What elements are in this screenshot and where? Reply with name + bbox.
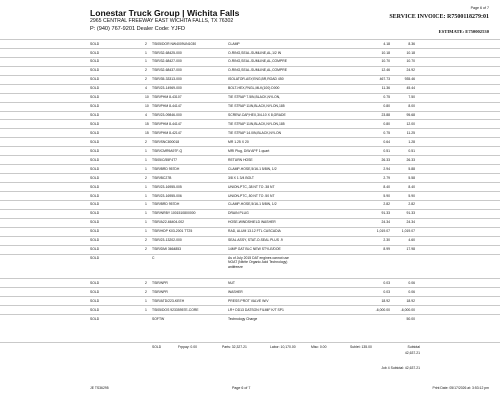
row-type: SOLD — [90, 157, 100, 162]
table-row — [0, 200, 500, 209]
row-extended-price: 50.00 — [406, 316, 415, 321]
row-type: SOLD — [90, 86, 100, 91]
row-extended-price: 12.00 — [406, 122, 415, 127]
row-part-number: TSIR/PHM 8-44147 — [152, 104, 182, 109]
company-address: 2965 CENTRAL FREEWAY EAST WICHITA FALLS, TX 76302 — [90, 18, 234, 24]
row-qty: 2 — [145, 139, 147, 144]
row-description-line: TIE STRAP 11IN,BLACK,NYLON,185 — [228, 122, 285, 127]
row-qty: 1 — [145, 202, 147, 207]
table-row — [0, 93, 500, 102]
row-description-line: Technology Charge — [228, 316, 258, 321]
row-type: SOLD — [90, 50, 100, 55]
row-description-line: NOAT (Nitrite Organic Acid Technology) — [228, 260, 288, 265]
row-unit-price: 24.34 — [381, 220, 390, 225]
row-extended-price: 91.33 — [406, 211, 415, 216]
table-row — [0, 236, 500, 245]
row-extended-price: 11.25 — [406, 130, 415, 135]
row-type: SOLD — [90, 77, 100, 82]
row-unit-price: 26.33 — [381, 157, 390, 162]
row-part-number: TSIR/23-16955-005 — [152, 184, 182, 189]
row-description-line: CLAMP-HOSE,5/16-1 5/8IN, 1/2 — [228, 166, 277, 171]
row-type: SOLD — [90, 59, 100, 64]
row-extended-price: 1,019.07 — [401, 229, 415, 234]
table-row — [0, 209, 500, 218]
row-description — [228, 247, 281, 251]
row-description-line: HOSE-WINDSHIELD WASHER — [228, 220, 276, 225]
row-description-line: LR+ DD13 DATSON FILMIF K/T SP1 — [228, 307, 284, 312]
row-qty: 1 — [145, 211, 147, 216]
row-extended-price: 8.36 — [408, 41, 415, 46]
table-row — [0, 155, 500, 164]
row-description — [228, 68, 287, 72]
row-description — [228, 185, 275, 189]
table-row — [0, 48, 500, 57]
row-part-number: SOFTW — [152, 316, 165, 321]
table-row — [0, 84, 500, 93]
row-extended-price: 5.90 — [408, 193, 415, 198]
row-qty: 2 — [145, 175, 147, 180]
row-description-line: UNION-PTC,.38 NT TO .38 NT — [228, 184, 275, 189]
row-part-number: TSIR/CMR9A97F-Q — [152, 148, 183, 153]
row-type: SOLD — [90, 184, 100, 189]
row-description — [228, 238, 283, 242]
row-type: SOLD — [90, 289, 100, 294]
row-description — [228, 140, 249, 144]
row-description — [228, 158, 253, 162]
row-description — [228, 59, 287, 63]
row-qty: 10 — [145, 95, 149, 100]
subtotal-value: 42,637.21 — [404, 351, 420, 355]
row-description — [228, 176, 254, 180]
row-qty: 2 — [145, 280, 147, 285]
row-description — [228, 229, 281, 233]
row-part-number: TSIR/PHM 8-43107 — [152, 95, 182, 100]
row-unit-price: 0.03 — [383, 289, 390, 294]
row-qty: 1 — [145, 166, 147, 171]
totals-labor: Labor: 10,170.00 — [270, 345, 296, 349]
row-unit-price: 8.99 — [383, 247, 390, 252]
row-type: SOLD — [90, 220, 100, 225]
row-part-number: TSIR/BC27B — [152, 175, 172, 180]
row-part-number: TSIR/PHM 8-44147 — [152, 122, 182, 127]
row-part-number: TSIR/SNC800018 — [152, 139, 180, 144]
row-qty: 1 — [145, 220, 147, 225]
row-unit-price: -6,000.00 — [375, 307, 390, 312]
subtotal-label: Subtotal — [407, 345, 420, 349]
row-qty: 1 — [145, 193, 147, 198]
table-row — [0, 287, 500, 296]
row-extended-price: 5.58 — [408, 175, 415, 180]
row-part-number: TSIR/35-33313-000 — [152, 77, 182, 82]
row-qty: 2 — [145, 289, 147, 294]
row-description — [228, 131, 281, 135]
row-unit-price: 0.03 — [383, 280, 390, 285]
row-description — [228, 202, 277, 206]
row-unit-price: 0.80 — [383, 104, 390, 109]
row-description — [228, 211, 249, 215]
row-qty: 1 — [145, 148, 147, 153]
row-description-line: WASHER — [228, 289, 243, 294]
row-qty: 15 — [145, 122, 149, 127]
row-description-line: As of July 2015 DAT engines cannot use — [228, 256, 289, 261]
row-unit-price: 8.40 — [383, 184, 390, 189]
row-type: SOLD — [90, 247, 100, 252]
row-qty: 2 — [145, 41, 147, 46]
row-description-line: NUT — [228, 280, 235, 285]
row-type: SOLD — [90, 298, 100, 303]
row-description — [228, 167, 277, 171]
row-description — [228, 86, 279, 90]
row-extended-price: 24.34 — [406, 220, 415, 225]
row-extended-price: 7.50 — [408, 95, 415, 100]
row-qty: 2 — [145, 247, 147, 252]
row-unit-price: 0.64 — [383, 139, 390, 144]
row-qty: 4 — [145, 113, 147, 118]
row-type: SOLD — [90, 95, 100, 100]
row-description-line: 14MP GAT BLC NEW STYLE/DOE — [228, 247, 281, 252]
row-extended-price: 10.18 — [406, 50, 415, 55]
row-description — [228, 281, 235, 285]
table-row — [0, 39, 500, 48]
row-type: SOLD — [90, 316, 100, 321]
table-row — [0, 314, 500, 323]
row-extended-price: 18.92 — [406, 298, 415, 303]
phone-dealer-code: P: (940) 767-9201 Dealer Code: YJFD — [90, 26, 186, 32]
row-qty: 1 — [145, 298, 147, 303]
row-unit-price: 4.18 — [383, 41, 390, 46]
row-type: SOLD — [90, 202, 100, 207]
row-unit-price: 0.80 — [383, 122, 390, 127]
row-type: SOLD — [90, 122, 100, 127]
row-extended-price: 45.44 — [406, 86, 415, 91]
row-qty: 1 — [145, 59, 147, 64]
row-description-line: UNION-PTC,.50 NT TO .50 NT — [228, 193, 275, 198]
table-row — [0, 227, 500, 236]
row-unit-price: 2.30 — [383, 238, 390, 243]
row-type: SOLD — [90, 256, 100, 261]
row-description-line: CLAMP — [228, 41, 240, 46]
row-description-line: O-RING,SEAL-SUMLINE,AL,1/2 IN — [228, 50, 282, 55]
row-description-line: RETURN HOSE — [228, 157, 253, 162]
row-part-number: TSI05/C/55F4T7 — [152, 157, 178, 162]
row-extended-price: 5.88 — [408, 166, 415, 171]
row-unit-price: 11.36 — [381, 86, 390, 91]
job-subtotal: Job 4 Subtotal: 42,637.21 — [381, 366, 420, 370]
table-row — [0, 191, 500, 200]
row-description — [228, 149, 269, 153]
footer-reference: JE TS36295 — [90, 386, 109, 390]
row-qty: 10 — [145, 104, 149, 109]
row-part-number: TSIR/32-68425-000 — [152, 50, 182, 55]
row-description — [228, 299, 269, 303]
row-type: SOLD — [90, 211, 100, 216]
row-extended-price: 8.40 — [408, 184, 415, 189]
row-description-line: CLAMP-HOSE,5/16-1 5/8IN, 1/2 — [228, 202, 277, 207]
row-unit-price: 23.88 — [381, 113, 390, 118]
row-extended-price: 26.33 — [406, 157, 415, 162]
row-unit-price: 0.75 — [383, 130, 390, 135]
row-description-line: SCREW-CAP,HEX,3/4-10 X 8,GRADE — [228, 113, 286, 118]
row-description — [228, 122, 285, 126]
row-unit-price: 18.92 — [381, 298, 390, 303]
row-extended-price: 0.51 — [408, 148, 415, 153]
row-description-line: O-RING,SEAL-SUMLINE,AL,COMPRE — [228, 68, 287, 73]
row-description — [228, 51, 281, 55]
row-description-line: MRI Plug, D/W APF 1 quart — [228, 148, 270, 153]
row-part-number: TSIR/23-09846-000 — [152, 113, 182, 118]
row-part-number: TSI05/DOS 92335957E-CORE — [152, 307, 199, 312]
row-part-number: TSI05/DOR NW4009UN1030 — [152, 41, 197, 46]
table-row — [0, 75, 500, 84]
row-qty: 2 — [145, 77, 147, 82]
row-qty: 1 — [145, 157, 147, 162]
row-unit-price: 2.94 — [383, 166, 390, 171]
row-extended-price: 2.82 — [408, 202, 415, 207]
row-qty: 1 — [145, 184, 147, 189]
row-qty: 2 — [145, 68, 147, 73]
table-row — [0, 305, 500, 314]
row-unit-price: 5.90 — [383, 193, 390, 198]
row-qty: 1 — [145, 307, 147, 312]
table-row — [0, 218, 500, 227]
row-description-line: PRESS PROT VALVE W/V — [228, 298, 269, 303]
row-description — [228, 317, 257, 321]
row-description-line: ISOLATOR-ASY,ENG,BR,ROAD 450 — [228, 77, 284, 82]
row-qty: 2 — [145, 238, 147, 243]
totals-misc: Misc: 0.00 — [311, 345, 327, 349]
row-extended-price: 1.28 — [408, 139, 415, 144]
row-part-number: TSIR/NRBY 1001510800000 — [152, 211, 196, 216]
table-row — [0, 245, 500, 254]
table-row — [0, 111, 500, 120]
table-row — [0, 137, 500, 146]
row-part-number: TSIR/BRD 957DH — [152, 166, 180, 171]
row-unit-price: 0.75 — [383, 95, 390, 100]
row-qty: 4 — [145, 86, 147, 91]
row-description-line: O-RING,SEAL-SUMLINE,AL,COMPRE — [228, 59, 287, 64]
row-description-line: TIE STRAP 7.5IN,BLACK,NYLON, — [228, 95, 281, 100]
row-part-number: TSIR/ATD/223-KEEH — [152, 298, 185, 303]
row-description — [228, 256, 289, 269]
table-row — [0, 57, 500, 66]
row-part-number: TSIR/23-16955-006 — [152, 193, 182, 198]
footer-print-date: Print Date: 05/17/2026 at: 3:53:12 pm — [432, 386, 489, 390]
row-unit-price: 12.46 — [381, 68, 390, 73]
row-type: SOLD — [90, 68, 100, 73]
company-name: Lonestar Truck Group | Wichita Falls — [90, 8, 240, 18]
row-part-number: TSIR/32-68437-000 — [152, 68, 182, 73]
row-extended-price: 4.60 — [408, 238, 415, 243]
row-description-line: antifreeze — [228, 264, 243, 269]
row-description-line: RAD, ALUM 13.12 FTL CASCADIA — [228, 229, 281, 234]
row-unit-price: 91.33 — [381, 211, 390, 216]
row-part-number: TSIR/BRD 957DH — [152, 202, 180, 207]
row-description — [228, 308, 284, 312]
row-part-number: TSIR/32-68427-000 — [152, 59, 182, 64]
table-row — [0, 164, 500, 173]
row-description — [228, 220, 276, 224]
row-type: SOLD — [90, 104, 100, 109]
row-type: SOLD — [90, 148, 100, 153]
totals-sublet: Sublet: 135.00 — [350, 345, 372, 349]
row-type: SOLD — [90, 130, 100, 135]
row-type: SOLD — [90, 113, 100, 118]
row-description — [228, 95, 280, 99]
totals-parts: Parts: 32,327.21 — [222, 345, 247, 349]
row-part-number: TSIR/NPR — [152, 280, 168, 285]
row-extended-price: 95.68 — [406, 113, 415, 118]
table-row — [0, 173, 500, 182]
row-part-number: TSIR/A22-66404-002 — [152, 220, 185, 225]
row-part-number: TSIR/NPR — [152, 289, 168, 294]
table-row — [0, 254, 500, 279]
row-part-number: C — [152, 256, 155, 261]
row-extended-price: 10.70 — [406, 59, 415, 64]
row-description-line: TIE STRAP 11IN,BLACK,NYLON,185 — [228, 104, 285, 109]
totals-freight: Frppay: 0.00 — [178, 345, 198, 349]
row-type: SOLD — [90, 280, 100, 285]
row-unit-price: 10.70 — [381, 59, 390, 64]
table-row — [0, 146, 500, 155]
row-description-line: MR 1.25 X 20 — [228, 139, 249, 144]
table-row — [0, 296, 500, 305]
row-extended-price: 0.06 — [408, 280, 415, 285]
row-type: SOLD — [90, 229, 100, 234]
table-row — [0, 278, 500, 287]
row-type: SOLD — [90, 139, 100, 144]
row-extended-price: 17.98 — [406, 247, 415, 252]
table-row — [0, 119, 500, 128]
row-qty: 15 — [145, 130, 149, 135]
totals-row — [0, 342, 500, 363]
table-row — [0, 182, 500, 191]
footer-page-number: Page 6 of 7 — [232, 386, 251, 390]
estimate-number: ESTIMATE: E750002530 — [438, 29, 489, 34]
row-description-line: SEAL ASSY, STAT-O-SEAL PLUS .9 — [228, 238, 283, 243]
row-part-number: TSIR/PHM 8-42147 — [152, 130, 182, 135]
row-part-number: TSIR/HDP K03-2001 TT25 — [152, 229, 193, 234]
row-part-number: TSIR/23-14969-000 — [152, 86, 182, 91]
row-part-number: TSIR/23-13202-000 — [152, 238, 182, 243]
row-extended-price: 24.92 — [406, 68, 415, 73]
row-type: SOLD — [90, 166, 100, 171]
row-type: SOLD — [90, 41, 100, 46]
row-qty: 1 — [145, 50, 147, 55]
line-items-table — [0, 39, 500, 323]
row-type: SOLD — [90, 307, 100, 312]
row-qty: 1 — [145, 229, 147, 234]
row-description — [228, 290, 243, 294]
row-unit-price: 0.51 — [383, 148, 390, 153]
row-unit-price: 10.18 — [381, 50, 390, 55]
row-description-line: BOLT-HEX,FNGL,MLK(100) D000 — [228, 86, 280, 91]
row-unit-price: 467.73 — [379, 77, 390, 82]
row-part-number: TSIR/DMI 3664853 — [152, 247, 182, 252]
row-unit-price: 1,019.07 — [376, 229, 390, 234]
row-description — [228, 42, 240, 46]
row-description — [228, 77, 284, 81]
row-extended-price: 935.46 — [404, 77, 415, 82]
row-unit-price: 2.82 — [383, 202, 390, 207]
row-extended-price: 0.06 — [408, 289, 415, 294]
row-description — [228, 104, 285, 108]
row-description — [228, 194, 275, 198]
table-row — [0, 66, 500, 75]
row-unit-price: 2.79 — [383, 175, 390, 180]
row-description — [228, 113, 286, 117]
totals-sold-label: SOLD — [152, 345, 162, 349]
row-description-line: 3/8 X 1 3/4 BOLT — [228, 175, 254, 180]
service-invoice-number: SERVICE INVOICE: R7500118279:01 — [389, 14, 489, 20]
header-page-number: Page 6 of 7 — [470, 6, 489, 10]
row-description-line: TIE STRAP 14.0IN,BLACK,NYLON — [228, 130, 282, 135]
table-row — [0, 128, 500, 137]
row-extended-price: 8.00 — [408, 104, 415, 109]
row-type: SOLD — [90, 175, 100, 180]
row-type: SOLD — [90, 193, 100, 198]
table-row — [0, 102, 500, 111]
row-description-line: DRAIN PLUG — [228, 211, 249, 216]
row-type: SOLD — [90, 238, 100, 243]
row-extended-price: -6,000.00 — [400, 307, 415, 312]
